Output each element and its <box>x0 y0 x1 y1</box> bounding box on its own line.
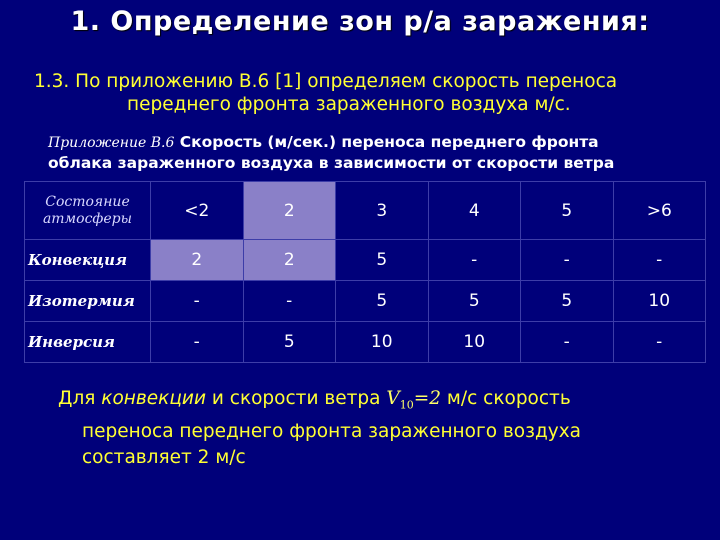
column-header: 4 <box>428 182 521 240</box>
formula-var: V <box>386 388 400 409</box>
table-header-row <box>25 182 706 240</box>
conclusion-italic: конвекции <box>101 388 206 409</box>
table-caption <box>48 132 713 173</box>
table-row <box>25 240 706 281</box>
caption-line-1: Скорость (м/сек.) переноса переднего фронта <box>179 133 599 151</box>
conclusion-part-2: и скорости ветра <box>205 388 387 409</box>
table-cell: - <box>151 322 244 363</box>
table-cell: 10 <box>613 281 706 322</box>
table-cell: - <box>613 240 706 281</box>
caption-line-2: облака зараженного воздуха в зависимости от скорости ветра <box>48 154 615 172</box>
column-header: <2 <box>151 182 244 240</box>
column-header: 5 <box>521 182 614 240</box>
corner-line-2: атмосферы <box>42 210 133 227</box>
row-label: Конвекция <box>25 240 151 281</box>
table-cell: 5 <box>243 322 336 363</box>
row-label: Изотермия <box>25 281 151 322</box>
table-cell: 10 <box>428 322 521 363</box>
table-cell: - <box>243 281 336 322</box>
column-header: 3 <box>336 182 429 240</box>
formula-rest: =2 <box>413 388 442 409</box>
conclusion-line-2: переноса переднего фронта зараженного воздуха <box>82 420 581 442</box>
table-row <box>25 322 706 363</box>
table-cell-highlighted: 2 <box>151 240 244 281</box>
table-cell: 10 <box>336 322 429 363</box>
table-cell: - <box>428 240 521 281</box>
conclusion-part-3: м/с скорость <box>441 388 571 409</box>
step-text <box>34 70 704 116</box>
table-corner-cell <box>25 182 151 240</box>
column-header-highlighted: 2 <box>243 182 336 240</box>
table-cell: 5 <box>336 281 429 322</box>
step-line-1: 1.3. По приложению В.6 [1] определяем скорость переноса <box>34 71 618 92</box>
table-cell: 5 <box>521 281 614 322</box>
table-cell-highlighted: 2 <box>243 240 336 281</box>
row-label: Инверсия <box>25 322 151 363</box>
corner-line-1: Состояние <box>45 193 130 210</box>
table-cell: - <box>521 322 614 363</box>
formula-sub: 10 <box>399 398 414 412</box>
table-cell: 5 <box>336 240 429 281</box>
table-row <box>25 281 706 322</box>
conclusion-part-1: Для <box>58 388 102 409</box>
wind-speed-formula <box>386 388 442 412</box>
conclusion-text <box>58 386 698 471</box>
table-cell: - <box>521 240 614 281</box>
speed-table <box>24 181 706 363</box>
table-cell: 5 <box>428 281 521 322</box>
step-line-2: переднего фронта зараженного воздуха м/с. <box>127 94 571 115</box>
conclusion-line-3: составляет 2 м/с <box>82 446 246 468</box>
table-cell: - <box>613 322 706 363</box>
slide-title: 1. Определение зон р/а заражения: <box>70 6 650 37</box>
table-cell: - <box>151 281 244 322</box>
appendix-ref: Приложение В.6 <box>48 135 175 151</box>
column-header: >6 <box>613 182 706 240</box>
